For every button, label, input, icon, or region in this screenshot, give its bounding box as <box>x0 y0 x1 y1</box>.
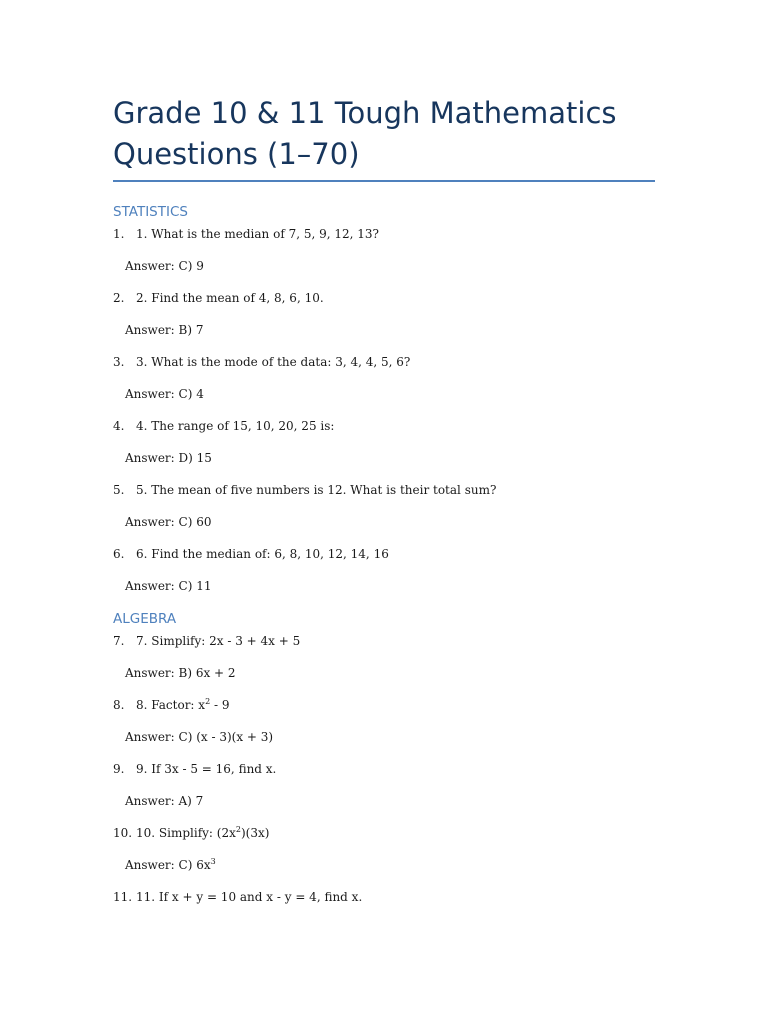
answer-text: Answer: C) (x - 3)(x + 3) <box>125 730 274 744</box>
superscript: 3 <box>210 857 216 866</box>
list-number: 9. <box>113 762 125 776</box>
question-text: 9. If 3x - 5 = 16, find x. <box>136 762 277 776</box>
list-number: 5. <box>113 483 125 497</box>
question-item <box>113 546 389 562</box>
question-item <box>113 761 276 777</box>
answer-text <box>125 857 216 873</box>
list-number: 7. <box>113 634 125 648</box>
question-item <box>113 226 379 242</box>
answer-text: Answer: C) 11 <box>125 579 212 593</box>
title-underline <box>113 180 655 182</box>
answer-text: Answer: A) 7 <box>125 794 204 808</box>
question-text: 1. What is the median of 7, 5, 9, 12, 13? <box>136 227 379 241</box>
question-text: 2. Find the mean of 4, 8, 6, 10. <box>136 291 324 305</box>
question-text: 6. Find the median of: 6, 8, 10, 12, 14, 16 <box>136 547 389 561</box>
answer-text: Answer: B) 6x + 2 <box>125 666 236 680</box>
question-item <box>113 889 362 905</box>
question-item <box>113 354 410 370</box>
question-item <box>113 825 269 841</box>
list-number: 4. <box>113 419 125 433</box>
superscript: 2 <box>205 697 211 706</box>
section-heading-statistics: STATISTICS <box>113 204 188 220</box>
question-text-part: 8. Factor: x <box>136 698 206 712</box>
answer-text: Answer: C) 60 <box>125 515 212 529</box>
question-text: 5. The mean of five numbers is 12. What is their total sum? <box>136 483 497 497</box>
list-number: 2. <box>113 291 125 305</box>
list-number: 1. <box>113 227 125 241</box>
question-item <box>113 697 229 713</box>
answer-text: Answer: D) 15 <box>125 451 212 465</box>
question-text-part: 10. Simplify: (2x <box>136 826 236 840</box>
question-text <box>136 826 269 840</box>
question-text: 4. The range of 15, 10, 20, 25 is: <box>136 419 335 433</box>
question-text: 3. What is the mode of the data: 3, 4, 4, 5, 6? <box>136 355 411 369</box>
question-item <box>113 633 300 649</box>
question-text <box>136 698 229 712</box>
list-number: 11. <box>113 890 133 904</box>
question-text-part: )(3x) <box>240 826 270 840</box>
question-text-part: - 9 <box>210 698 230 712</box>
answer-text: Answer: C) 9 <box>125 259 204 273</box>
list-number: 10. <box>113 826 133 840</box>
superscript: 2 <box>235 825 241 834</box>
answer-text: Answer: B) 7 <box>125 323 204 337</box>
question-item <box>113 418 334 434</box>
question-item <box>113 290 324 306</box>
answer-text: Answer: C) 4 <box>125 387 204 401</box>
question-item <box>113 482 496 498</box>
list-number: 6. <box>113 547 125 561</box>
answer-text-part: Answer: C) 6x <box>125 858 211 872</box>
question-text: 7. Simplify: 2x - 3 + 4x + 5 <box>136 634 301 648</box>
question-text: 11. If x + y = 10 and x - y = 4, find x. <box>136 890 363 904</box>
list-number: 3. <box>113 355 125 369</box>
section-heading-algebra: ALGEBRA <box>113 611 177 627</box>
list-number: 8. <box>113 698 125 712</box>
document-title: Grade 10 & 11 Tough Mathematics Questions (1–70) <box>113 96 617 171</box>
